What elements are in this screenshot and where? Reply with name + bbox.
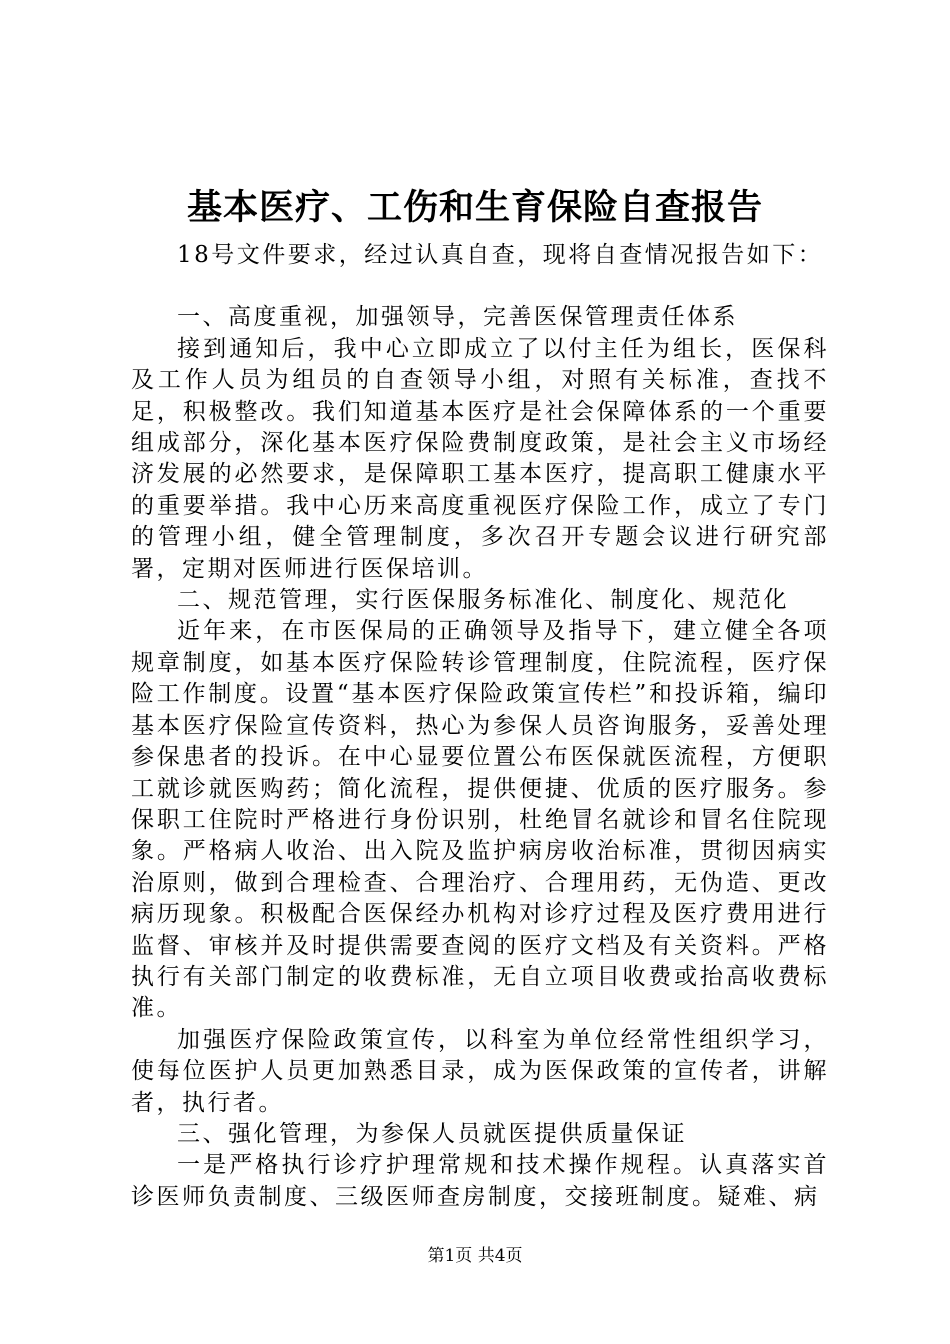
paragraph-4: 一是严格执行诊疗护理常规和技术操作规程。认真落实首诊医师负责制度、三级医师查房制度，交接班制度。疑难、病: [131, 1152, 829, 1210]
document-title: 基本医疗、工伤和生育保险自查报告: [186, 187, 763, 228]
page-footer: 第1页 共4页: [427, 1246, 523, 1266]
section-heading-2: 二、规范管理，实行医保服务标准化、制度化、规范化: [177, 587, 789, 614]
document-body: [131, 240, 829, 1213]
intro-paragraph: 18号文件要求，经过认真自查，现将自查情况报告如下：: [177, 242, 824, 268]
section-heading-3: 三、强化管理，为参保人员就医提供质量保证: [177, 1120, 687, 1147]
paragraph-3: 加强医疗保险政策宣传，以科室为单位经常性组织学习，使每位医护人员更加熟悉目录，成为医保政策的宣传者，讲解者，执行者。: [131, 1026, 829, 1116]
paragraph-2: 近年来，在市医保局的正确领导及指导下，建立健全各项规章制度，如基本医疗保险转诊管理制度，住院流程，医疗保险工作制度。设置“基本医疗保险政策宣传栏”和投诉箱，编印基本医疗保险宣传资料，热心为参保人员咨询服务，妥善处理参保患者的投诉。在中心显要位置公布医保就医流程，方便职工就诊就医购药；简化流程，提供便捷、优质的医疗服务。参保职工住院时严格进行身份识别，杜绝冒名就诊和冒名住院现象。严格病人收治、出入院及监护病房收治标准，贯彻因病实治原则，做到合理检查、合理治疗、合理用药，无伪造、更改病历现象。积极配合医保经办机构对诊疗过程及医疗费用进行监督、审核并及时提供需要查阅的医疗文档及有关资料。严格执行有关部门制定的收费标准，无自立项目收费或抬高收费标准。: [131, 618, 829, 1022]
section-heading-1: 一、高度重视，加强领导，完善医保管理责任体系: [177, 304, 738, 331]
paragraph-1: 接到通知后，我中心立即成立了以付主任为组长，医保科及工作人员为组员的自查领导小组，对照有关标准，查找不足，积极整改。我们知道基本医疗是社会保障体系的一个重要组成部分，深化基本医疗保险费制度政策，是社会主义市场经济发展的必然要求，是保障职工基本医疗，提高职工健康水平的重要举措。我中心历来高度重视医疗保险工作，成立了专门的管理小组，健全管理制度，多次召开专题会议进行研究部署，定期对医师进行医保培训。: [131, 335, 829, 582]
